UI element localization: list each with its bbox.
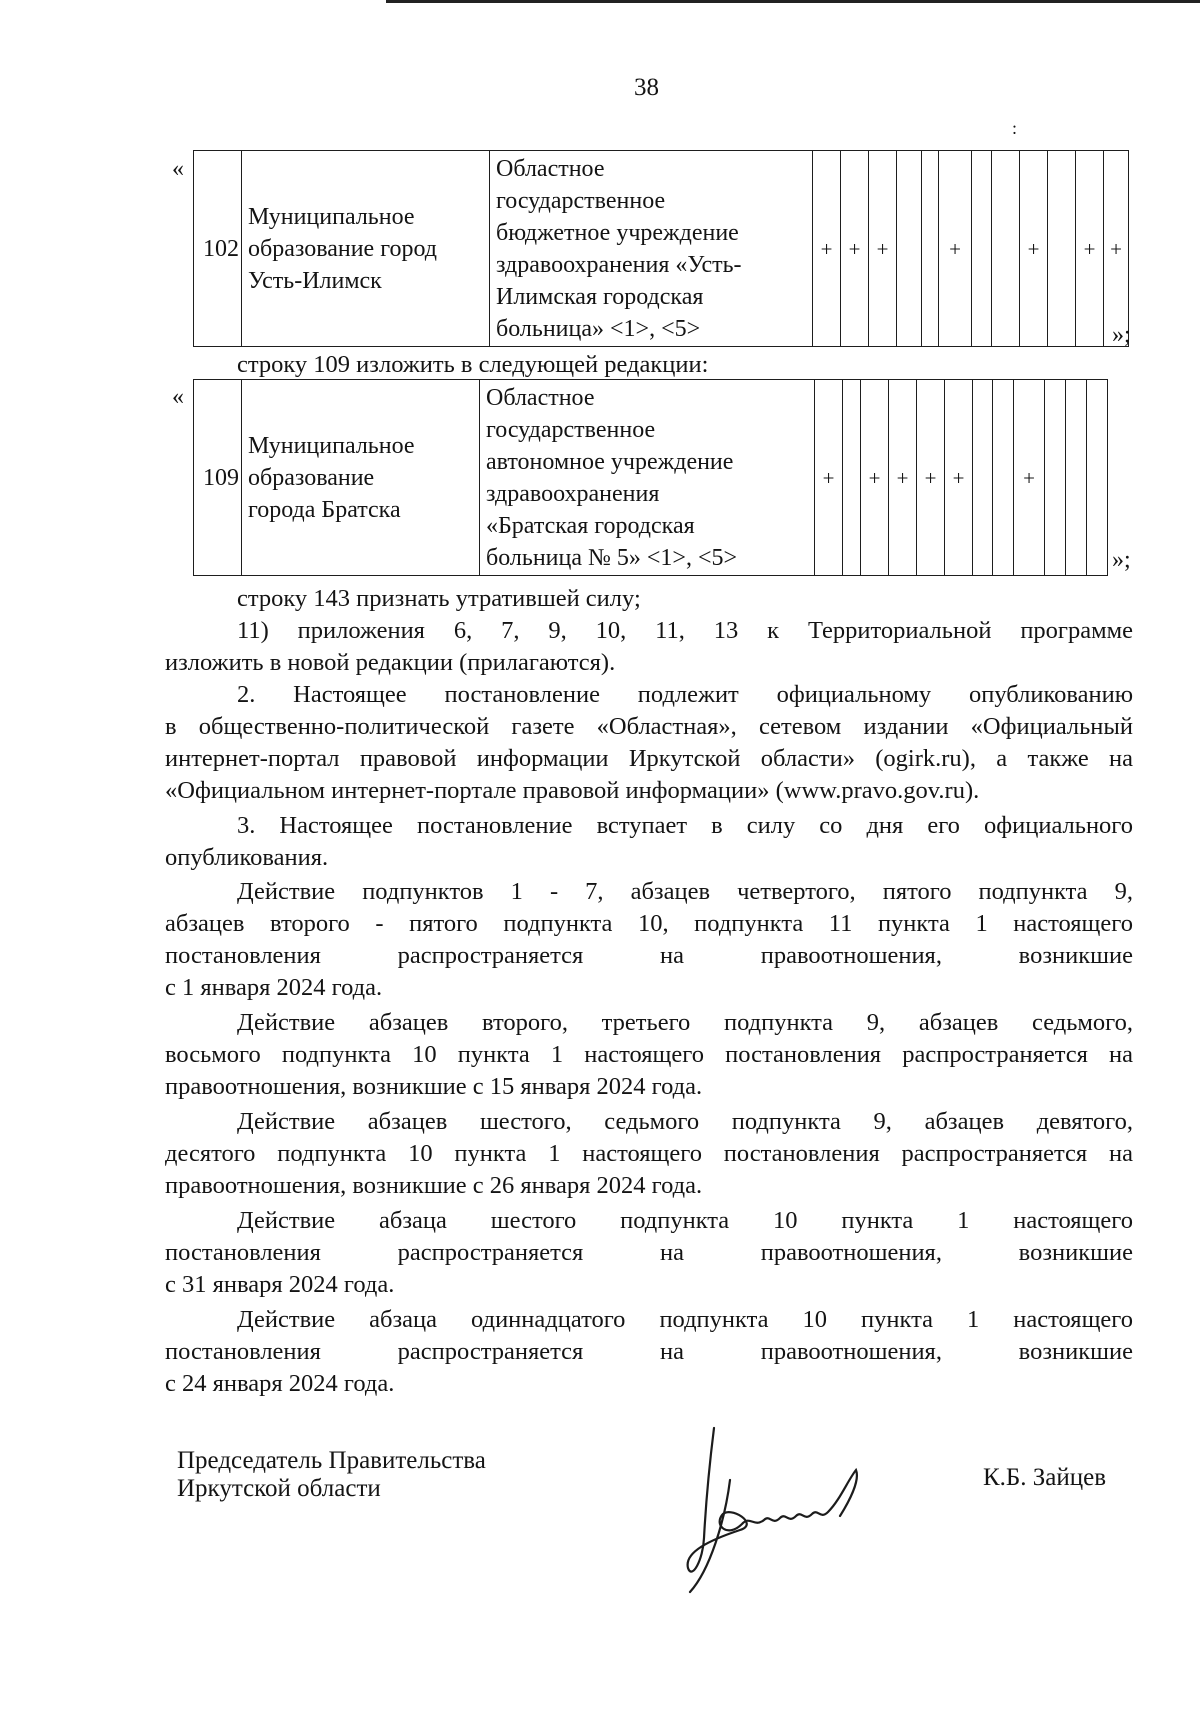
text-line: интернет-портал правовой информации Иркутской области» (ogirk.ru), а также на [165, 745, 1133, 772]
mark-cell [922, 151, 939, 347]
text-line: Действие абзацев второго, третьего подпункта 9, абзацев седьмого, [237, 1009, 1133, 1036]
mark-cell: + [917, 380, 945, 576]
text-line: 2. Настоящее постановление подлежит официальному опубликованию [237, 681, 1133, 708]
signature-stroke [688, 1428, 857, 1592]
table-2-open-quote: « [172, 384, 184, 410]
mark-cell: + [889, 380, 917, 576]
scan-mark: : [1012, 118, 1018, 138]
mark-cell: + [939, 151, 972, 347]
mark-cell [993, 380, 1014, 576]
mark-cell: + [1076, 151, 1104, 347]
mark-cell [843, 380, 861, 576]
text-line: строку 143 признать утратившей силу; [237, 585, 641, 612]
row-number: 102 [194, 151, 242, 347]
text-line: постановления распространяется на правоотношения, возникшие [165, 942, 1133, 969]
mark-cell [1045, 380, 1066, 576]
municipality-cell: Муниципальное образование город Усть-Илимск [242, 151, 490, 347]
text-line: изложить в новой редакции (прилагаются). [165, 649, 616, 676]
text-line: с 1 января 2024 года. [165, 974, 383, 1001]
municipality-cell: Муниципальное образование города Братска [242, 380, 480, 576]
text-line: десятого подпункта 10 пункта 1 настоящего постановления распространяется на [165, 1140, 1133, 1167]
text-line: «Официальном интернет-портале правовой информации» (www.pravo.gov.ru). [165, 777, 980, 804]
mark-cell: + [815, 380, 843, 576]
text-line: абзацев второго - пятого подпункта 10, подпункта 11 пункта 1 настоящего [165, 910, 1133, 937]
mark-cell: + [1020, 151, 1048, 347]
mark-cell: + [945, 380, 973, 576]
mark-cell [972, 151, 992, 347]
mark-cell: + [1014, 380, 1045, 576]
text-line: правоотношения, возникшие с 15 января 2024 года. [165, 1073, 703, 1100]
organization-cell: Областное государственное бюджетное учреждение здравоохранения «Усть- Илимская городская больница» <1>, <5> [490, 151, 813, 347]
row-number: 109 [194, 380, 242, 576]
top-rule [386, 0, 1200, 3]
mark-cell: + [841, 151, 869, 347]
organization-cell: Областное государственное автономное учреждение здравоохранения «Братская городская больница № 5» <1>, <5> [480, 380, 815, 576]
mark-cell: + [861, 380, 889, 576]
text-line: Действие абзаца шестого подпункта 10 пункта 1 настоящего [237, 1207, 1133, 1234]
text-line: постановления распространяется на правоотношения, возникшие [165, 1338, 1133, 1365]
mark-cell [973, 380, 993, 576]
text-line: с 24 января 2024 года. [165, 1370, 395, 1397]
text-line: с 31 января 2024 года. [165, 1271, 395, 1298]
mark-cell: + [869, 151, 897, 347]
text-line: постановления распространяется на правоотношения, возникшие [165, 1239, 1133, 1266]
mark-cell [1048, 151, 1076, 347]
text-line: опубликования. [165, 844, 329, 871]
text-line: правоотношения, возникшие с 26 января 2024 года. [165, 1172, 703, 1199]
table-2-close-quote: »; [1112, 547, 1131, 573]
table-1-open-quote: « [172, 156, 184, 182]
mark-cell [1066, 380, 1087, 576]
text-line: 3. Настоящее постановление вступает в силу со дня его официального [237, 812, 1133, 839]
handwritten-signature [670, 1420, 910, 1600]
text-line: Действие абзацев шестого, седьмого подпункта 9, абзацев девятого, [237, 1108, 1133, 1135]
table-row-109 [193, 379, 1108, 576]
mark-cell [992, 151, 1020, 347]
signatory-name: К.Б. Зайцев [983, 1464, 1107, 1491]
text-line: Действие абзаца одиннадцатого подпункта 10 пункта 1 настоящего [237, 1306, 1133, 1333]
mark-cell [1087, 380, 1108, 576]
mark-cell: + [1104, 151, 1129, 347]
text-line: восьмого подпункта 10 пункта 1 настоящего постановления распространяется на [165, 1041, 1133, 1068]
row-109-intro: строку 109 изложить в следующей редакции: [237, 351, 709, 378]
mark-cell [897, 151, 922, 347]
table-row-102 [193, 150, 1129, 347]
page-number: 38 [634, 74, 659, 101]
text-line: 11) приложения 6, 7, 9, 10, 11, 13 к Территориальной программе [237, 617, 1133, 644]
text-line: в общественно-политической газете «Областная», сетевом издании «Официальный [165, 713, 1133, 740]
signatory-position: Председатель Правительства Иркутской области [177, 1447, 486, 1502]
text-line: Действие подпунктов 1 - 7, абзацев четвертого, пятого подпункта 9, [237, 878, 1133, 905]
table-1-close-quote: »; [1112, 322, 1131, 348]
mark-cell: + [813, 151, 841, 347]
